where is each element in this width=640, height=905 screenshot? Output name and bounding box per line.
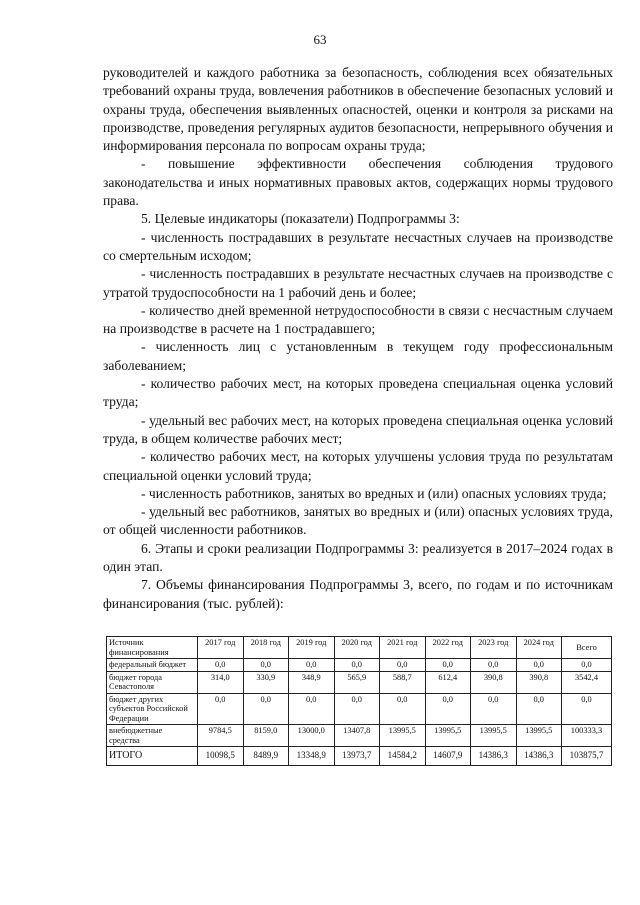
paragraph: - количество рабочих мест, на которых улучшены условия труда по результатам специальной оценки условий труда; bbox=[103, 449, 613, 483]
column-header: 2020 год bbox=[334, 637, 380, 659]
column-header: 2019 год bbox=[289, 637, 335, 659]
table-cell: 100333,3 bbox=[562, 725, 612, 747]
row-source: ИТОГО bbox=[107, 747, 198, 766]
paragraph: - численность пострадавших в результате несчастных случаев на производстве со смертельным исходом; bbox=[103, 229, 613, 263]
table-cell: 9784,5 bbox=[198, 725, 244, 747]
table-row bbox=[107, 659, 612, 672]
paragraph: руководителей и каждого работника за безопасность, соблюдения всех обязательных требований охраны труда, вовлечения работников в обеспечение безопасных условий и охраны труда, обеспечения выявленных опасностей, оценки и контроля за рисками на производстве, проведения регулярных аудитов безопасности, непрерывного обучения и информирования персонала по вопросам охраны труда; bbox=[103, 65, 613, 154]
table-cell: 0,0 bbox=[471, 659, 517, 672]
body-text bbox=[103, 64, 613, 613]
table-cell: 0,0 bbox=[380, 693, 426, 725]
column-header: 2022 год bbox=[425, 637, 471, 659]
table-cell: 0,0 bbox=[243, 659, 289, 672]
table-cell: 103875,7 bbox=[562, 747, 612, 766]
page-number: 63 bbox=[313, 32, 327, 47]
table-total-row bbox=[107, 747, 612, 766]
table-cell: 390,8 bbox=[471, 671, 517, 693]
column-header: 2017 год bbox=[198, 637, 244, 659]
paragraph: - повышение эффективности обеспечения соблюдения трудового законодательства и иных нормативных правовых актов, содержащих нормы трудового права. bbox=[103, 156, 613, 209]
table-cell: 0,0 bbox=[562, 659, 612, 672]
column-header: Источник финансирования bbox=[107, 637, 198, 659]
table-header-row bbox=[107, 637, 612, 659]
table-cell: 8489,9 bbox=[243, 747, 289, 766]
table-cell: 0,0 bbox=[516, 659, 562, 672]
column-header: 2023 год bbox=[471, 637, 517, 659]
table-cell: 612,4 bbox=[425, 671, 471, 693]
paragraph: - количество дней временной нетрудоспособности в связи с несчастным случаем на производстве в расчете на 1 пострадавшего; bbox=[103, 302, 613, 337]
column-header: Всего bbox=[562, 637, 612, 659]
financing-table bbox=[106, 636, 612, 766]
row-source: внебюджетные средства bbox=[107, 725, 198, 747]
table-cell: 14607,9 bbox=[425, 747, 471, 766]
table-cell: 330,9 bbox=[243, 671, 289, 693]
table-cell: 13995,5 bbox=[380, 725, 426, 747]
paragraph: - численность лиц с установленным в текущем году профессиональным заболеванием; bbox=[103, 339, 613, 373]
table-cell: 0,0 bbox=[334, 693, 380, 725]
table-cell: 348,9 bbox=[289, 671, 335, 693]
paragraph: - количество рабочих мест, на которых проведена специальная оценка условий труда; bbox=[103, 376, 613, 410]
paragraph: 5. Целевые индикаторы (показатели) Подпрограммы 3: bbox=[141, 211, 460, 227]
table-cell: 314,0 bbox=[198, 671, 244, 693]
table-cell: 0,0 bbox=[334, 659, 380, 672]
paragraph: - численность пострадавших в результате несчастных случаев на производстве с утратой трудоспособности на 1 рабочий день и более; bbox=[103, 266, 613, 300]
table-cell: 0,0 bbox=[380, 659, 426, 672]
paragraph: - численность работников, занятых во вредных и (или) опасных условиях труда; bbox=[141, 485, 607, 501]
table-cell: 13348,9 bbox=[289, 747, 335, 766]
table-cell: 10098,5 bbox=[198, 747, 244, 766]
paragraph: - удельный вес рабочих мест, на которых проведена специальная оценка условий труда, в общем количестве рабочих мест; bbox=[103, 412, 613, 446]
table-cell: 390,8 bbox=[516, 671, 562, 693]
table-cell: 14584,2 bbox=[380, 747, 426, 766]
table-cell: 0,0 bbox=[425, 693, 471, 725]
table-cell: 8159,0 bbox=[243, 725, 289, 747]
table-cell: 14386,3 bbox=[516, 747, 562, 766]
table-cell: 565,9 bbox=[334, 671, 380, 693]
table-cell: 14386,3 bbox=[471, 747, 517, 766]
table-row bbox=[107, 693, 612, 725]
row-source: бюджет других субъектов Российской Федерации bbox=[107, 693, 198, 725]
table-cell: 0,0 bbox=[198, 659, 244, 672]
table-cell: 0,0 bbox=[425, 659, 471, 672]
table-cell: 0,0 bbox=[471, 693, 517, 725]
table-cell: 0,0 bbox=[243, 693, 289, 725]
table-cell: 13973,7 bbox=[334, 747, 380, 766]
column-header: 2021 год bbox=[380, 637, 426, 659]
table-row bbox=[107, 671, 612, 693]
table-cell: 13995,5 bbox=[425, 725, 471, 747]
table-cell: 0,0 bbox=[289, 693, 335, 725]
table-cell: 0,0 bbox=[516, 693, 562, 725]
paragraph: 7. Объемы финансирования Подпрограммы 3, всего, по годам и по источникам финансирования (тыс. рублей): bbox=[103, 577, 613, 611]
row-source: бюджет города Севастополя bbox=[107, 671, 198, 693]
table-cell: 3542,4 bbox=[562, 671, 612, 693]
table-cell: 0,0 bbox=[289, 659, 335, 672]
table-cell: 588,7 bbox=[380, 671, 426, 693]
column-header: 2018 год bbox=[243, 637, 289, 659]
table-row bbox=[107, 725, 612, 747]
table-cell: 13995,5 bbox=[516, 725, 562, 747]
column-header: 2024 год bbox=[516, 637, 562, 659]
paragraph: - удельный вес работников, занятых во вредных и (или) опасных условиях труда, от общей численности работников. bbox=[103, 504, 613, 538]
table-cell: 13000,0 bbox=[289, 725, 335, 747]
row-source: федеральный бюджет bbox=[107, 659, 198, 672]
table-cell: 0,0 bbox=[562, 693, 612, 725]
table-cell: 0,0 bbox=[198, 693, 244, 725]
table-cell: 13995,5 bbox=[471, 725, 517, 747]
paragraph: 6. Этапы и сроки реализации Подпрограммы 3: реализуется в 2017–2024 годах в один этап. bbox=[103, 540, 613, 575]
table-cell: 13407,8 bbox=[334, 725, 380, 747]
